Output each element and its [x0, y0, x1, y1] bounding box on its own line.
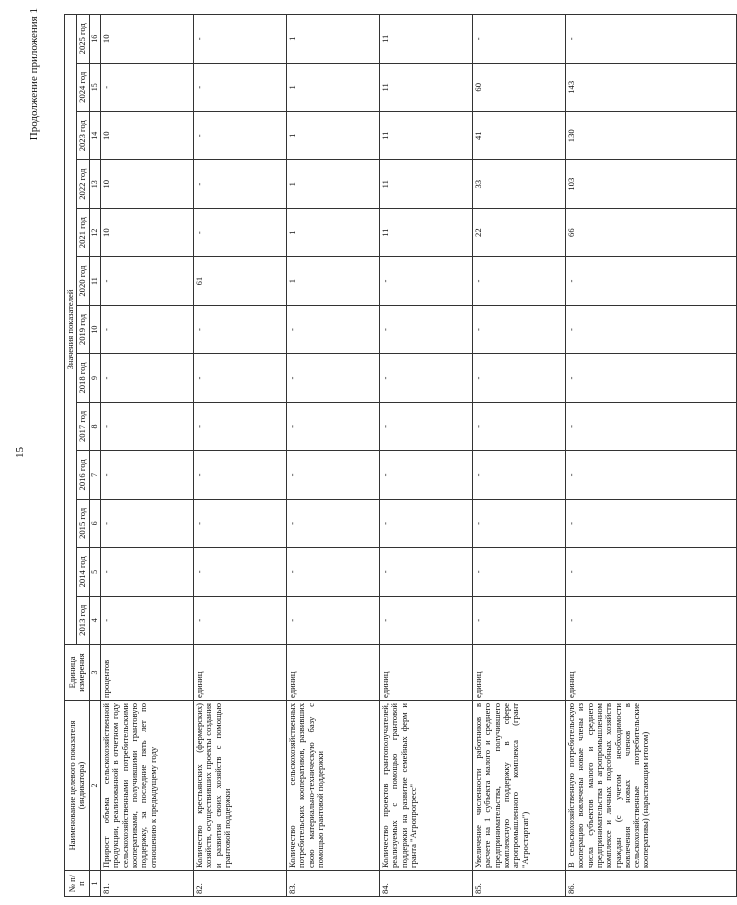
header-year: 2019 год — [77, 305, 89, 353]
indicator-name: Количество проектов грантополучателей, реализуемых с помощью грантовой поддержки на развитие семейных ферм и гранта "Агропрогресс" — [380, 701, 473, 871]
value-cell: - — [473, 548, 566, 596]
header-year: 2025 год — [77, 14, 89, 63]
value-cell: - — [194, 160, 287, 208]
value-cell: 60 — [473, 63, 566, 111]
value-cell: - — [566, 451, 737, 499]
value-cell: 10 — [101, 160, 194, 208]
column-number: 14 — [89, 112, 101, 160]
value-cell: - — [101, 451, 194, 499]
value-cell: - — [473, 402, 566, 450]
value-cell: 11 — [380, 112, 473, 160]
value-cell: 11 — [380, 208, 473, 256]
value-cell: 1 — [287, 63, 380, 111]
value-cell: - — [380, 257, 473, 305]
value-cell: 11 — [380, 63, 473, 111]
value-cell: 61 — [194, 257, 287, 305]
table-row — [194, 14, 287, 896]
value-cell: - — [473, 596, 566, 644]
value-cell: - — [194, 596, 287, 644]
value-cell: 143 — [566, 63, 737, 111]
value-cell: 10 — [101, 14, 194, 63]
header-year: 2015 год — [77, 499, 89, 547]
table-row — [287, 14, 380, 896]
value-cell: - — [380, 499, 473, 547]
value-cell: - — [101, 548, 194, 596]
unit-cell: процентов — [101, 645, 194, 701]
value-cell: - — [101, 402, 194, 450]
value-cell: - — [194, 451, 287, 499]
row-number: 81. — [101, 871, 194, 897]
header-year: 2017 год — [77, 402, 89, 450]
table-row — [566, 14, 737, 896]
row-number: 82. — [194, 871, 287, 897]
value-cell: - — [101, 257, 194, 305]
header-year: 2022 год — [77, 160, 89, 208]
value-cell: - — [194, 354, 287, 402]
header-year: 2013 год — [77, 596, 89, 644]
header-year: 2024 год — [77, 63, 89, 111]
column-number: 1 — [89, 871, 101, 897]
value-cell: - — [194, 402, 287, 450]
value-cell: - — [566, 548, 737, 596]
value-cell: - — [380, 354, 473, 402]
value-cell: - — [473, 354, 566, 402]
value-cell: 11 — [380, 14, 473, 63]
column-number: 3 — [89, 645, 101, 701]
row-number: 84. — [380, 871, 473, 897]
unit-cell: единиц — [566, 645, 737, 701]
unit-cell: единиц — [287, 645, 380, 701]
column-number: 5 — [89, 548, 101, 596]
value-cell: - — [101, 354, 194, 402]
value-cell: 66 — [566, 208, 737, 256]
column-number: 6 — [89, 499, 101, 547]
column-number: 12 — [89, 208, 101, 256]
column-number: 7 — [89, 451, 101, 499]
value-cell: - — [287, 499, 380, 547]
value-cell: - — [287, 402, 380, 450]
value-cell: - — [287, 596, 380, 644]
value-cell: 22 — [473, 208, 566, 256]
value-cell: - — [566, 499, 737, 547]
value-cell: 1 — [287, 257, 380, 305]
value-cell: 1 — [287, 14, 380, 63]
header-year: 2021 год — [77, 208, 89, 256]
value-cell: - — [194, 208, 287, 256]
value-cell: - — [194, 14, 287, 63]
column-number: 11 — [89, 257, 101, 305]
table-row — [473, 14, 566, 896]
indicator-name: Количество сельскохозяйственных потребительских кооперативов, развивших свою материально-техническую базу с помощью грантовой поддержки — [287, 701, 380, 871]
value-cell: - — [566, 402, 737, 450]
table-row — [101, 14, 194, 896]
value-cell: - — [101, 499, 194, 547]
value-cell: - — [473, 14, 566, 63]
header-year: 2014 год — [77, 548, 89, 596]
value-cell: - — [287, 548, 380, 596]
value-cell: 33 — [473, 160, 566, 208]
column-number: 10 — [89, 305, 101, 353]
value-cell: - — [380, 451, 473, 499]
column-number: 15 — [89, 63, 101, 111]
column-number: 2 — [89, 701, 101, 871]
value-cell: - — [380, 305, 473, 353]
value-cell: - — [473, 257, 566, 305]
value-cell: 103 — [566, 160, 737, 208]
value-cell: - — [473, 451, 566, 499]
indicator-name: Количество крестьянских (фермерских) хозяйств, осуществивших проекты создания и развития своих хозяйств с помощью грантовой поддержки — [194, 701, 287, 871]
value-cell: - — [566, 14, 737, 63]
value-cell: - — [287, 305, 380, 353]
row-number: 83. — [287, 871, 380, 897]
value-cell: - — [473, 305, 566, 353]
continuation-note: Продолжение приложения 1 — [28, 8, 40, 141]
page-number: 15 — [14, 447, 26, 458]
header-year: 2023 год — [77, 112, 89, 160]
row-number: 85. — [473, 871, 566, 897]
header-year: 2016 год — [77, 451, 89, 499]
column-number: 4 — [89, 596, 101, 644]
value-cell: - — [566, 305, 737, 353]
value-cell: - — [101, 305, 194, 353]
value-cell: - — [194, 112, 287, 160]
value-cell: 11 — [380, 160, 473, 208]
table-row — [380, 14, 473, 896]
indicator-name: Увеличение численности работников в расчете на 1 субъекта малого и среднего предпринимательства, получившего комплексную поддержку в сфере агропромышленного комплекса (грант "Агростартап") — [473, 701, 566, 871]
value-cell: - — [194, 63, 287, 111]
value-cell: - — [194, 548, 287, 596]
indicator-name: Прирост объема сельскохозяйственной продукции, реализованной в отчетном году сельскохозяйственными потребительскими кооперативами, получившими грантовую поддержку, за последние пять лет по отношению к предыдущему году — [101, 701, 194, 871]
header-name: Наименование целевого показателя (индикатора) — [65, 701, 90, 871]
value-cell: 10 — [101, 112, 194, 160]
unit-cell: единиц — [194, 645, 287, 701]
value-cell: 1 — [287, 208, 380, 256]
value-cell: - — [287, 451, 380, 499]
indicator-name: В сельскохозяйственную потребительскую кооперацию вовлечены новые члены из числа субъектов малого и среднего предпринимательства в агропромышленном комплексе и личных подсобных хозяйств граждан (с учетом необходимости вовлечения новых членов в сельскохозяйственные потребительские кооперативы) (нарастающим итогом) — [566, 701, 737, 871]
column-number: 9 — [89, 354, 101, 402]
header-values: Значения показателей — [65, 14, 77, 644]
value-cell: - — [566, 596, 737, 644]
value-cell: - — [473, 499, 566, 547]
column-number: 13 — [89, 160, 101, 208]
header-num: № п/п — [65, 871, 90, 897]
unit-cell: единиц — [380, 645, 473, 701]
value-cell: - — [380, 402, 473, 450]
header-year: 2018 год — [77, 354, 89, 402]
value-cell: - — [566, 354, 737, 402]
value-cell: - — [380, 548, 473, 596]
unit-cell: единиц — [473, 645, 566, 701]
value-cell: 41 — [473, 112, 566, 160]
header-year: 2020 год — [77, 257, 89, 305]
value-cell: 10 — [101, 208, 194, 256]
value-cell: - — [194, 305, 287, 353]
indicators-table — [64, 14, 737, 897]
column-number: 16 — [89, 14, 101, 63]
value-cell: - — [566, 257, 737, 305]
value-cell: 1 — [287, 160, 380, 208]
value-cell: - — [287, 354, 380, 402]
value-cell: 130 — [566, 112, 737, 160]
value-cell: - — [380, 596, 473, 644]
column-number: 8 — [89, 402, 101, 450]
row-number: 86. — [566, 871, 737, 897]
value-cell: - — [101, 596, 194, 644]
value-cell: - — [194, 499, 287, 547]
value-cell: - — [101, 63, 194, 111]
value-cell: 1 — [287, 112, 380, 160]
header-unit: Единица измерения — [65, 645, 90, 701]
